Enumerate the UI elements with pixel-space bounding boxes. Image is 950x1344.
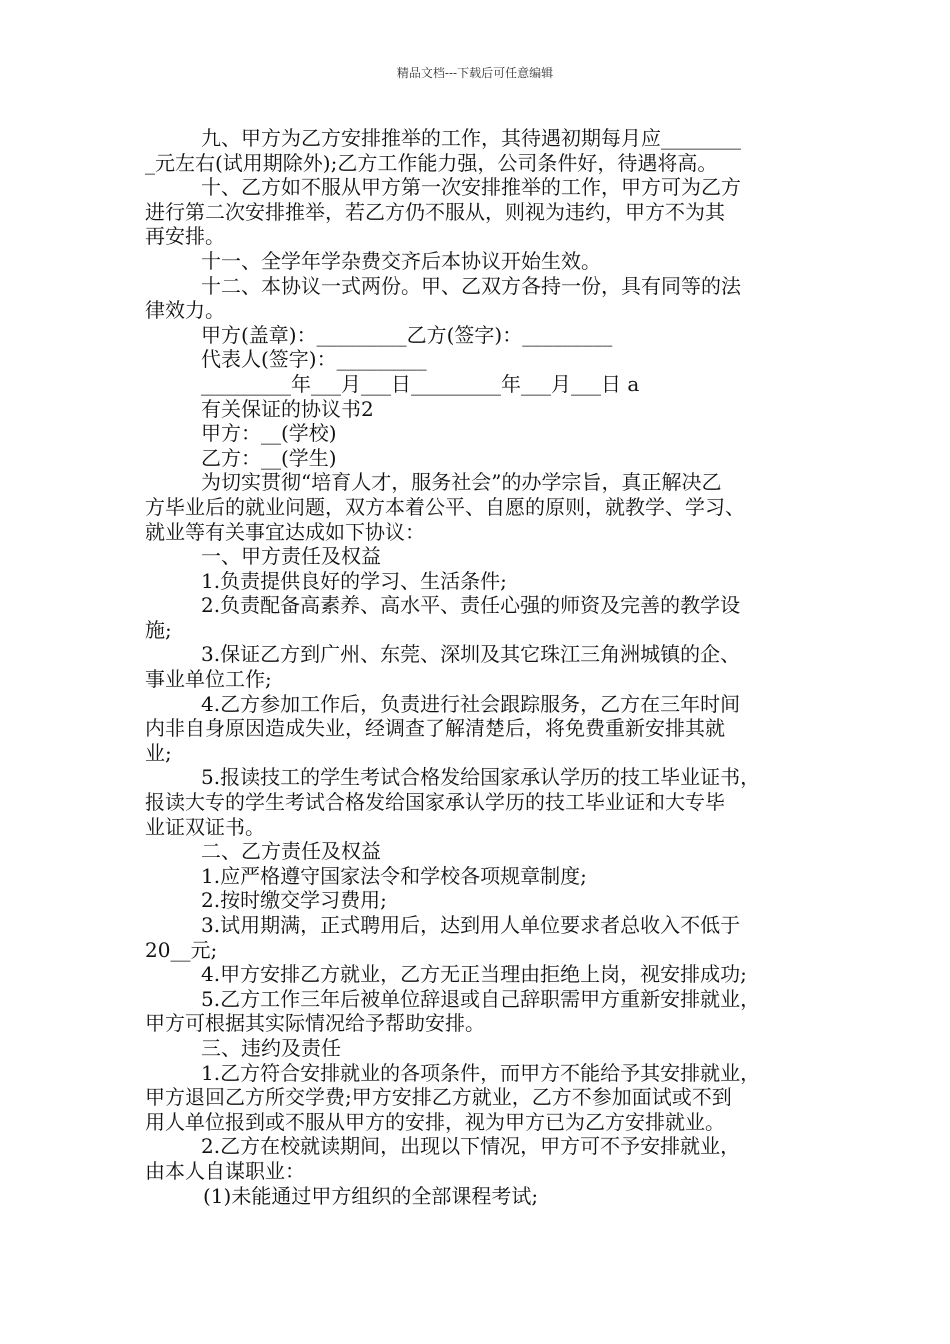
text-line: 报读大专的学生考试合格发给国家承认学历的技工毕业证和大专毕 (145, 790, 725, 815)
text-line: 九、甲方为乙方安排推举的工作，其待遇初期每月应________ (201, 126, 741, 150)
text-line: 十二、本协议一式两份。甲、乙双方各持一份，具有同等的法 (201, 273, 741, 298)
text-line: 施; (145, 617, 172, 642)
text-line: _________年___月___日_________年___月___日 a (201, 371, 640, 396)
text-line: 二、乙方责任及权益 (201, 839, 381, 864)
text-line: 甲方可根据其实际情况给予帮助安排。 (145, 1011, 485, 1036)
text-line: 2.乙方在校就读期间，出现以下情况，甲方可不予安排就业， (201, 1134, 741, 1159)
text-line: 律效力。 (145, 298, 225, 323)
text-line: 三、违约及责任 (201, 1035, 341, 1060)
text-line: 5.报读技工的学生考试合格发给国家承认学历的技工毕业证书， (201, 765, 761, 790)
text-line: 3.保证乙方到广州、东莞、深圳及其它珠江三角洲城镇的企、 (201, 642, 741, 667)
text-line: _元左右(试用期除外);乙方工作能力强，公司条件好，待遇将高。 (145, 150, 718, 175)
text-line: 5.乙方工作三年后被单位辞退或自己辞职需甲方重新安排就业， (201, 986, 761, 1011)
text-line: 为切实贯彻“培育人才，服务社会”的办学宗旨，真正解决乙 (201, 470, 722, 495)
text-line: 甲方退回乙方所交学费;甲方安排乙方就业，乙方不参加面试或不到 (145, 1085, 732, 1110)
text-line: 1.乙方符合安排就业的各项条件，而甲方不能给予其安排就业， (201, 1060, 761, 1085)
text-line: 十一、全学年学杂费交齐后本协议开始生效。 (201, 248, 601, 273)
text-line: 十、乙方如不服从甲方第一次安排推举的工作，甲方可为乙方 (201, 175, 741, 200)
text-line: 代表人(签字)：_________ (201, 347, 427, 372)
text-line: 4.乙方参加工作后，负责进行社会跟踪服务，乙方在三年时间 (201, 691, 741, 716)
text-line: 2.按时缴交学习费用; (201, 888, 387, 913)
text-line: 4.甲方安排乙方就业，乙方无正当理由拒绝上岗，视安排成功; (201, 962, 747, 987)
text-line: 进行第二次安排推举，若乙方仍不服从，则视为违约，甲方不为其 (145, 199, 725, 224)
text-line: 就业等有关事宜达成如下协议： (145, 519, 425, 544)
text-line: 事业单位工作; (145, 667, 272, 692)
page-header: 精品文档---下载后可任意编辑 (396, 66, 554, 80)
text-line: 有关保证的协议书2 (201, 396, 374, 421)
text-line: 方毕业后的就业问题，双方本着公平、自愿的原则，就教学、学习、 (145, 494, 745, 519)
text-line: 2.负责配备高素养、高水平、责任心强的师资及完善的教学设 (201, 593, 741, 618)
text-line: 1.负责提供良好的学习、生活条件; (201, 568, 507, 593)
text-line: 乙方：__(学生) (201, 445, 337, 470)
text-line: 甲方(盖章)：_________乙方(签字)：_________ (201, 322, 613, 347)
text-line: 业; (145, 740, 172, 765)
text-line: 再安排。 (145, 224, 225, 249)
text-line: (1)未能通过甲方组织的全部课程考试; (203, 1183, 539, 1208)
text-line: 内非自身原因造成失业，经调查了解清楚后，将免费重新安排其就 (145, 716, 725, 741)
text-line: 业证双证书。 (145, 814, 265, 839)
text-line: 用人单位报到或不服从甲方的安排，视为甲方已为乙方安排就业。 (145, 1109, 725, 1134)
document-body (145, 126, 815, 1208)
text-line: 1.应严格遵守国家法令和学校各项规章制度; (201, 863, 587, 888)
text-line: 20__元; (145, 937, 218, 962)
text-line: 3.试用期满，正式聘用后，达到用人单位要求者总收入不低于 (201, 913, 741, 937)
text-line: 由本人自谋职业： (145, 1158, 305, 1183)
text-line: 一、甲方责任及权益 (201, 544, 381, 569)
text-line: 甲方：__(学校) (201, 421, 337, 446)
